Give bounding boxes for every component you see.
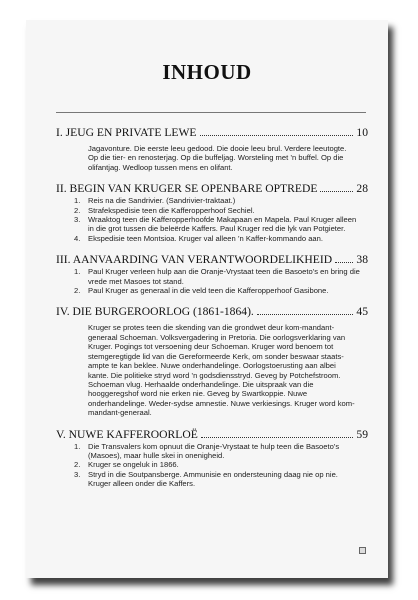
toc-entry xyxy=(56,125,368,140)
item-number: 3. xyxy=(74,469,81,479)
list-item xyxy=(74,286,360,295)
toc-entry xyxy=(56,181,368,196)
list-item xyxy=(74,442,360,461)
page-number: 10 xyxy=(356,126,368,139)
section-title: IV. DIE BURGEROORLOG (1861-1864). xyxy=(56,305,254,319)
toc-section-4 xyxy=(56,304,368,417)
section-item-list xyxy=(56,442,368,489)
item-number: 2. xyxy=(74,286,81,296)
section-title: III. AANVAARDING VAN VERANTWOORDELIKHEID xyxy=(56,253,333,267)
list-item xyxy=(74,215,360,234)
item-text: Strafekspedisie teen die Kafferopperhoof Sechiel. xyxy=(88,205,255,215)
item-number: 1. xyxy=(74,267,81,277)
summary-text: Jagavonture. Die eerste leeu gedood. Die dooie leeu brul. Verdere leeutogte. Op die tier- en renosterjag. Op die buffeljag. Worsteling met ’n buffel. Op die olifantjag. Wedloop tussen mens en olifant. xyxy=(88,144,347,172)
page-number: 38 xyxy=(356,253,368,267)
item-number: 2. xyxy=(74,460,81,470)
book-page xyxy=(26,20,388,578)
toc-entry xyxy=(56,252,368,267)
list-item xyxy=(74,206,360,215)
item-text: Wraaktog teen die Kafferopperhoofde Makapaan en Mapela. Paul Kruger alleen in die grot tussen die beleërde Kaffers. Paul Kruger red die lyk van Potgieter. xyxy=(88,215,357,234)
section-title: II. BEGIN VAN KRUGER SE OPENBARE OPTREDE xyxy=(56,182,318,196)
item-number: 1. xyxy=(74,196,81,206)
toc-entry xyxy=(56,304,368,319)
item-text: Kruger se ongeluk in 1866. xyxy=(88,460,179,470)
page-number: 59 xyxy=(356,427,368,441)
toc-section-5 xyxy=(56,427,368,489)
summary-text: Kruger se protes teen die skending van die grondwet deur kom-mandant-generaal Schoeman. Volksvergadering in Pretoria. Die oorlogsverklaring van Kruger. Pogings tot versoening deur Schoeman. Kruger word benoem tot stemgeregtigde lid van die Gereformeerde Kerk, om sonder beswaar staats-ampte te kan beklee. Nuwe onderhandelinge. Oorlogstoerusting aan albei kante. Die politieke stryd word ’n godsdiensstryd. Geveg by Potchefstroom. Schoeman vlug. Herhaalde onderhandelinge. Die uitspraak van die hooggeregshof word nie erken nie. Geveg by Swartkoppie. Nuwe onderhandelinge. Weder-sydse amnestie. Nuwe verkiesings. Kruger word kom-mandant-generaal. xyxy=(88,323,355,418)
dot-leader xyxy=(335,252,353,263)
table-of-contents xyxy=(56,116,368,489)
section-title: I. JEUG EN PRIVATE LEWE xyxy=(56,126,197,139)
item-number: 2. xyxy=(74,205,81,215)
toc-entry xyxy=(56,427,368,442)
list-item xyxy=(74,470,360,489)
section-item-list xyxy=(56,196,368,243)
item-number: 1. xyxy=(74,441,81,451)
list-item xyxy=(74,267,360,286)
top-divider xyxy=(56,112,366,113)
section-item-list xyxy=(56,267,368,295)
dot-leader xyxy=(201,427,354,438)
toc-section-2 xyxy=(56,181,368,243)
page-number: 45 xyxy=(356,305,368,319)
list-item xyxy=(74,196,360,205)
item-number: 4. xyxy=(74,233,81,243)
item-text: Paul Kruger verleen hulp aan die Oranje-Vrystaat teen die Basoeto’s en bring die vrede met Masoes tot stand. xyxy=(88,267,360,286)
toc-section-1 xyxy=(56,125,368,172)
list-item xyxy=(74,460,360,469)
dot-leader xyxy=(320,181,353,192)
item-text: Ekspedisie teen Montsioa. Kruger val alleen ’n Kaffer-kommando aan. xyxy=(88,233,323,243)
section-summary xyxy=(56,144,368,172)
dot-leader xyxy=(200,125,354,136)
dot-leader xyxy=(257,304,354,315)
section-title: V. NUWE KAFFEROORLOË xyxy=(56,427,198,441)
toc-section-3 xyxy=(56,252,368,295)
item-number: 3. xyxy=(74,215,81,225)
section-summary xyxy=(56,323,368,417)
item-text: Stryd in die Soutpansberge. Ammunisie en ondersteuning daag nie op nie. Kruger alleen onder die Kaffers. xyxy=(88,469,338,489)
list-item xyxy=(74,234,360,243)
page-corner-mark xyxy=(359,547,366,554)
item-text: Reis na die Sandrivier. (Sandrivier-traktaat.) xyxy=(88,196,236,206)
item-text: Paul Kruger as generaal in die veld teen die Kafferopperhoof Gasibone. xyxy=(88,286,329,296)
item-text: Die Transvalers kom opnuut die Oranje-Vrystaat te hulp teen die Basoeto’s (Masoes), maar hulle skei in onenigheid. xyxy=(88,441,340,460)
page-number: 28 xyxy=(356,182,368,196)
page-title: INHOUD xyxy=(162,60,252,84)
